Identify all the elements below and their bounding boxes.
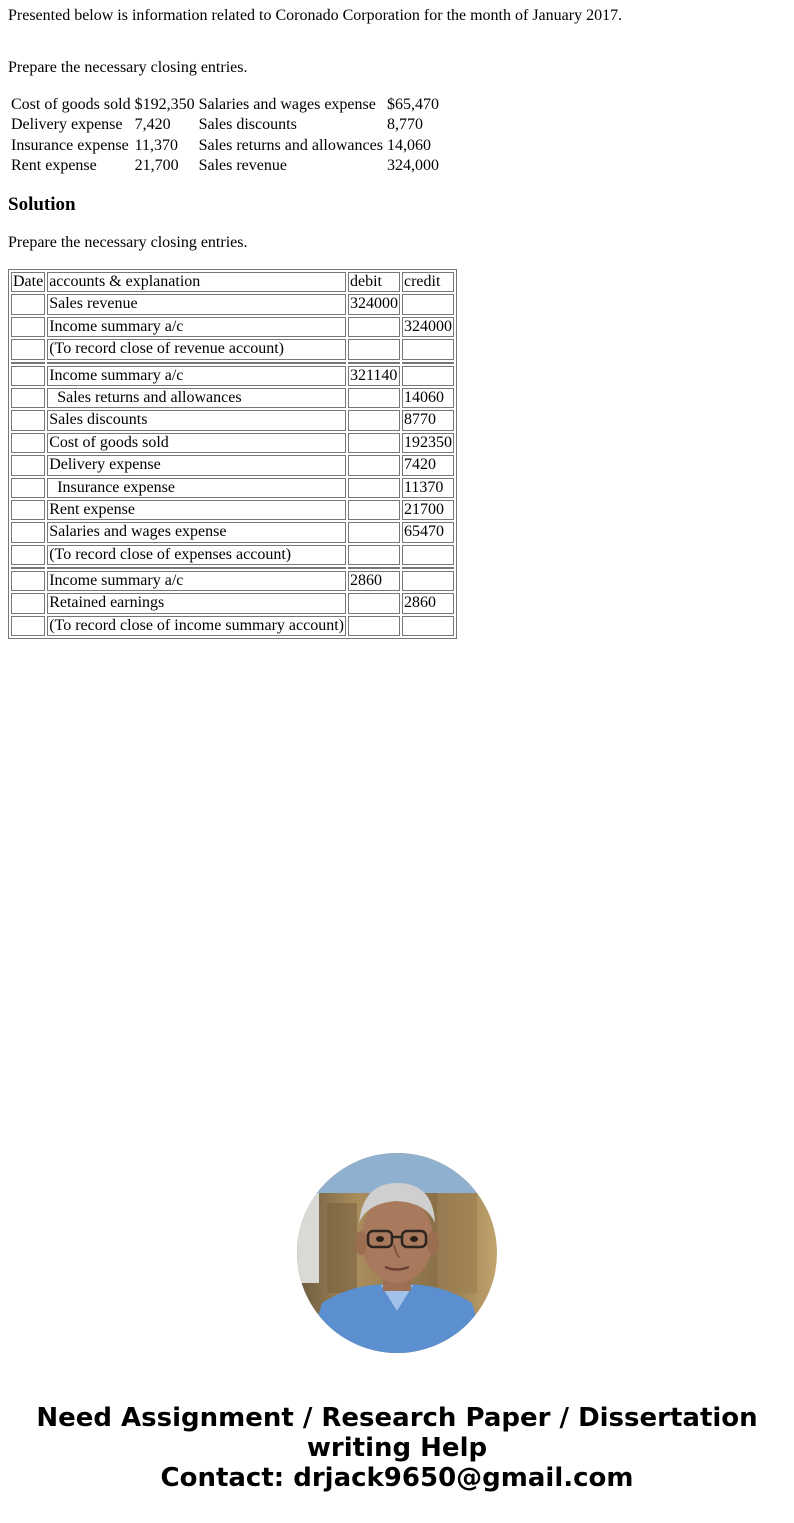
account-cell: Rent expense <box>47 500 346 520</box>
credit-cell <box>402 616 454 636</box>
header-credit: credit <box>402 272 454 292</box>
account-cell: Salaries and wages expense <box>47 522 346 542</box>
date-cell <box>11 433 45 453</box>
given-cell: Salaries and wages expense <box>198 96 376 113</box>
credit-cell <box>402 571 454 591</box>
given-row <box>10 116 440 134</box>
journal-entries-table <box>8 269 457 639</box>
footer-advertisement <box>0 1403 794 1493</box>
separator-cell <box>11 362 45 364</box>
credit-cell <box>402 545 454 565</box>
journal-row <box>11 616 454 636</box>
author-portrait-icon <box>297 1153 497 1353</box>
account-cell: Sales returns and allowances <box>47 388 346 408</box>
solution-instruction: Prepare the necessary closing entries. <box>8 234 248 251</box>
header-accounts: accounts & explanation <box>47 272 346 292</box>
debit-cell <box>348 339 400 359</box>
debit-cell <box>348 388 400 408</box>
separator-cell <box>47 362 346 364</box>
solution-heading: Solution <box>8 194 76 215</box>
debit-cell: 324000 <box>348 294 400 314</box>
account-cell: Cost of goods sold <box>47 433 346 453</box>
given-cell: Rent expense <box>11 157 97 175</box>
debit-cell <box>348 500 400 520</box>
separator-cell <box>402 362 454 364</box>
footer-contact: Contact: drjack9650@gmail.com <box>160 1463 634 1493</box>
given-cell: Delivery expense <box>11 116 123 134</box>
account-cell: (To record close of revenue account) <box>47 339 346 359</box>
footer-line-1: Need Assignment / Research Paper / Dissertation <box>36 1403 758 1433</box>
journal-row <box>11 410 454 430</box>
credit-cell: 21700 <box>402 500 454 520</box>
account-cell: Retained earnings <box>47 593 346 613</box>
date-cell <box>11 388 45 408</box>
debit-cell <box>348 545 400 565</box>
prepare-instruction: Prepare the necessary closing entries. <box>8 59 248 76</box>
header-date: Date <box>11 272 45 292</box>
given-row <box>10 157 440 175</box>
debit-cell <box>348 616 400 636</box>
given-cell: $192,350 <box>134 96 195 113</box>
account-cell: Income summary a/c <box>47 317 346 337</box>
given-cell: 14,060 <box>386 136 431 154</box>
account-cell: Sales revenue <box>47 294 346 314</box>
given-cell: Sales discounts <box>198 116 297 134</box>
credit-cell <box>402 366 454 386</box>
date-cell <box>11 545 45 565</box>
date-cell <box>11 616 45 636</box>
footer-line-2: writing Help <box>306 1433 488 1463</box>
separator-cell <box>348 362 400 364</box>
date-cell <box>11 339 45 359</box>
date-cell <box>11 593 45 613</box>
date-cell <box>11 522 45 542</box>
header-debit: debit <box>348 272 400 292</box>
debit-cell: 321140 <box>348 366 400 386</box>
separator-cell <box>348 567 400 569</box>
date-cell <box>11 294 45 314</box>
account-cell: Sales discounts <box>47 410 346 430</box>
debit-cell <box>348 478 400 498</box>
credit-cell: 324000 <box>402 317 454 337</box>
debit-cell: 2860 <box>348 571 400 591</box>
date-cell <box>11 455 45 475</box>
debit-cell <box>348 433 400 453</box>
given-cell: Sales revenue <box>198 157 287 175</box>
date-cell <box>11 317 45 337</box>
credit-cell: 65470 <box>402 522 454 542</box>
given-row <box>10 137 440 155</box>
journal-row <box>11 500 454 520</box>
given-cell: 7,420 <box>134 116 171 134</box>
journal-row <box>11 571 454 591</box>
date-cell <box>11 500 45 520</box>
given-cell: 324,000 <box>386 157 439 175</box>
journal-row <box>11 388 454 408</box>
journal-row <box>11 478 454 498</box>
debit-cell <box>348 593 400 613</box>
entry-separator <box>11 362 454 364</box>
journal-row <box>11 317 454 337</box>
given-data-table <box>8 94 442 178</box>
separator-cell <box>402 567 454 569</box>
intro-text: Presented below is information related to Coronado Corporation for the month of January 2017. <box>8 7 623 24</box>
credit-cell: 11370 <box>402 478 454 498</box>
account-cell: Income summary a/c <box>47 366 346 386</box>
date-cell <box>11 478 45 498</box>
credit-cell: 8770 <box>402 410 454 430</box>
journal-row <box>11 339 454 359</box>
journal-row <box>11 294 454 314</box>
given-cell: 11,370 <box>134 136 178 154</box>
given-cell: 21,700 <box>134 157 179 175</box>
journal-row <box>11 433 454 453</box>
journal-row <box>11 455 454 475</box>
author-avatar <box>297 1153 497 1353</box>
journal-header-row <box>11 272 454 292</box>
debit-cell <box>348 317 400 337</box>
journal-row <box>11 522 454 542</box>
account-cell: (To record close of income summary account) <box>47 616 346 636</box>
account-cell: Income summary a/c <box>47 571 346 591</box>
entry-separator <box>11 567 454 569</box>
credit-cell: 7420 <box>402 455 454 475</box>
separator-cell <box>47 567 346 569</box>
date-cell <box>11 366 45 386</box>
account-cell: (To record close of expenses account) <box>47 545 346 565</box>
given-cell: Sales returns and allowances <box>198 136 383 154</box>
credit-cell: 192350 <box>402 433 454 453</box>
journal-row <box>11 545 454 565</box>
account-cell: Insurance expense <box>47 478 346 498</box>
journal-row <box>11 593 454 613</box>
given-cell: 8,770 <box>386 116 423 134</box>
credit-cell: 14060 <box>402 388 454 408</box>
credit-cell: 2860 <box>402 593 454 613</box>
debit-cell <box>348 455 400 475</box>
separator-cell <box>11 567 45 569</box>
given-cell: Insurance expense <box>11 136 129 154</box>
debit-cell <box>348 410 400 430</box>
credit-cell <box>402 294 454 314</box>
date-cell <box>11 571 45 591</box>
given-cell: Cost of goods sold <box>11 96 131 113</box>
given-row <box>10 96 440 114</box>
account-cell: Delivery expense <box>47 455 346 475</box>
debit-cell <box>348 522 400 542</box>
credit-cell <box>402 339 454 359</box>
journal-row <box>11 366 454 386</box>
date-cell <box>11 410 45 430</box>
given-cell: $65,470 <box>386 96 439 113</box>
